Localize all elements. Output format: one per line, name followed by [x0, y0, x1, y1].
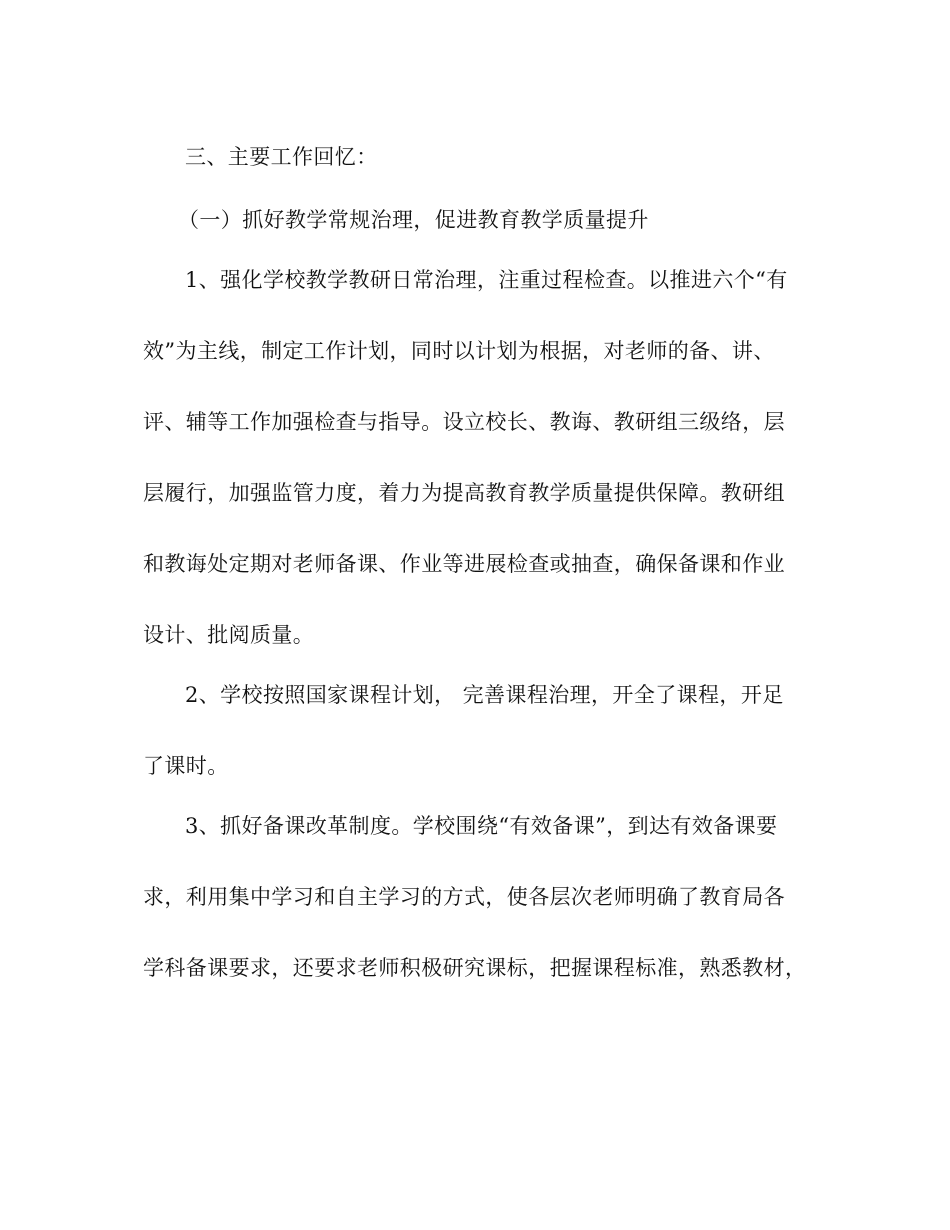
paragraph-line: 层履行，加强监管力度，着力为提高教育教学质量提供保障。教研组: [143, 481, 785, 505]
subsection-heading: （一）抓好教学常规治理，促进教育教学质量提升: [178, 208, 649, 232]
paragraph-line: 了课时。: [143, 754, 229, 778]
section-heading: 三、主要工作回忆：: [185, 145, 378, 169]
paragraph-line: 效”为主线，制定工作计划，同时以计划为根据，对老师的备、讲、: [143, 339, 775, 363]
paragraph-line: 评、辅等工作加强检查与指导。设立校长、教诲、教研组三级络，层: [143, 410, 785, 434]
paragraph-line: 学科备课要求，还要求老师积极研究课标，把握课程标准，熟悉教材，: [143, 956, 807, 980]
paragraph-line: 3、抓好备课改革制度。学校围绕“有效备课”，到达有效备课要: [185, 814, 778, 838]
paragraph-line: 和教诲处定期对老师备课、作业等进展检查或抽查，确保备课和作业: [143, 552, 785, 576]
paragraph-line: 求，利用集中学习和自主学习的方式，使各层次老师明确了教育局各: [143, 885, 785, 909]
paragraph-line: 设计、批阅质量。: [143, 623, 315, 647]
paragraph-line: 1、强化学校教学教研日常治理，注重过程检查。以推进六个“有: [185, 268, 788, 292]
paragraph-line: 2、学校按照国家课程计划， 完善课程治理，开全了课程，开足: [185, 683, 784, 707]
